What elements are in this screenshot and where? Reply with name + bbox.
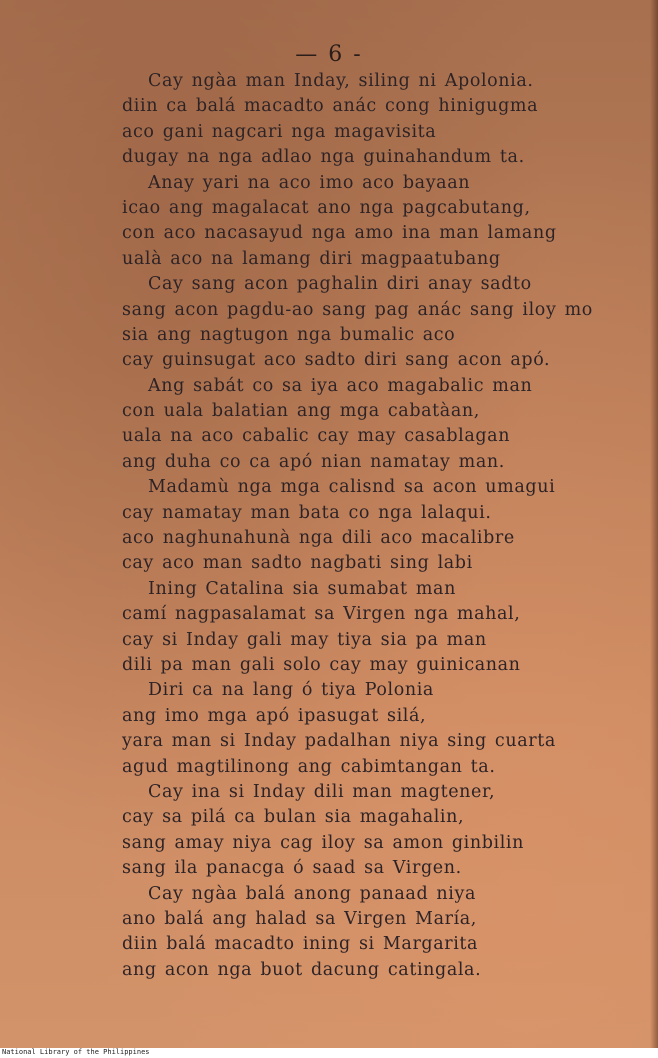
verse-line: Ining Catalina sia sumabat man <box>148 578 456 599</box>
verse-line: diin balá macadto ining si Margarita <box>122 934 479 955</box>
verse-line: Madamù nga mga calisnd sa acon umagui <box>148 477 556 498</box>
verse-line: Cay ngàa balá anong panaad niya <box>148 883 477 904</box>
verse-line: icao ang magalacat ano nga pagcabutang, <box>122 197 531 218</box>
verse-line: aco gani nagcari nga magavisita <box>122 121 437 142</box>
footer-bar <box>0 1048 658 1058</box>
verse-line: cay sa pilá ca bulan sia magahalin, <box>122 807 465 828</box>
verse-line: ang acon nga buot dacung catingala. <box>122 959 482 980</box>
verse-line: sang acon pagdu-ao sang pag anác sang iloy mo <box>122 299 593 320</box>
verse-line: cay aco man sadto nagbati sing labi <box>122 553 473 574</box>
verse-line: Cay sang acon paghalin diri anay sadto <box>148 274 532 295</box>
verse-line: ualà aco na lamang diri magpaatubang <box>122 248 501 269</box>
verse-line: ang duha co ca apó nian namatay man. <box>122 451 505 472</box>
verse-line: aco naghunahunà nga dili aco macalibre <box>122 528 515 549</box>
verse-line: Ang sabát co sa iya aco magabalic man <box>148 375 533 396</box>
verse-line: cay si Inday gali may tiya sia pa man <box>122 629 487 650</box>
verse-line: sang ila panacga ó saad sa Virgen. <box>122 858 462 879</box>
verse-line: ang imo mga apó ipasugat silá, <box>122 705 427 726</box>
library-credit: National Library of the Philippines <box>2 1048 150 1056</box>
verse-line: dugay na nga adlao nga guinahandum ta. <box>122 147 525 168</box>
verse-line: Cay ina si Inday dili man magtener, <box>148 781 496 802</box>
verse-line: con uala balatian ang mga cabatàan, <box>122 401 480 422</box>
verse-line: Cay ngàa man Inday, siling ni Apolonia. <box>148 71 534 91</box>
verse-line: cay guinsugat aco sadto diri sang acon apó. <box>122 350 551 371</box>
verse-line: agud magtilinong ang cabimtangan ta. <box>122 756 496 777</box>
verse-line: uala na aco cabalic cay may casablagan <box>122 426 511 447</box>
page-number: — 6 - <box>295 42 363 67</box>
verse-line: cay namatay man bata co nga lalaqui. <box>122 502 492 523</box>
verse-line: Diri ca na lang ó tiya Polonia <box>148 680 434 701</box>
verse-line: diin ca balá macadto anác cong hinigugma <box>122 96 539 117</box>
verse-line: con aco nacasayud nga amo ina man lamang <box>122 223 557 244</box>
verse-line: sia ang nagtugon nga bumalic aco <box>122 324 456 345</box>
verse-line: dili pa man gali solo cay may guinicanan <box>122 654 521 675</box>
verse-line: yara man si Inday padalhan niya sing cuarta <box>122 731 556 752</box>
verse-text-block <box>0 69 658 983</box>
verse-line: Anay yari na aco imo aco bayaan <box>148 172 471 193</box>
verse-line: sang amay niya cag iloy sa amon ginbilin <box>122 832 524 853</box>
verse-line: camí nagpasalamat sa Virgen nga mahal, <box>122 604 521 625</box>
verse-line: ano balá ang halad sa Virgen María, <box>122 908 477 929</box>
